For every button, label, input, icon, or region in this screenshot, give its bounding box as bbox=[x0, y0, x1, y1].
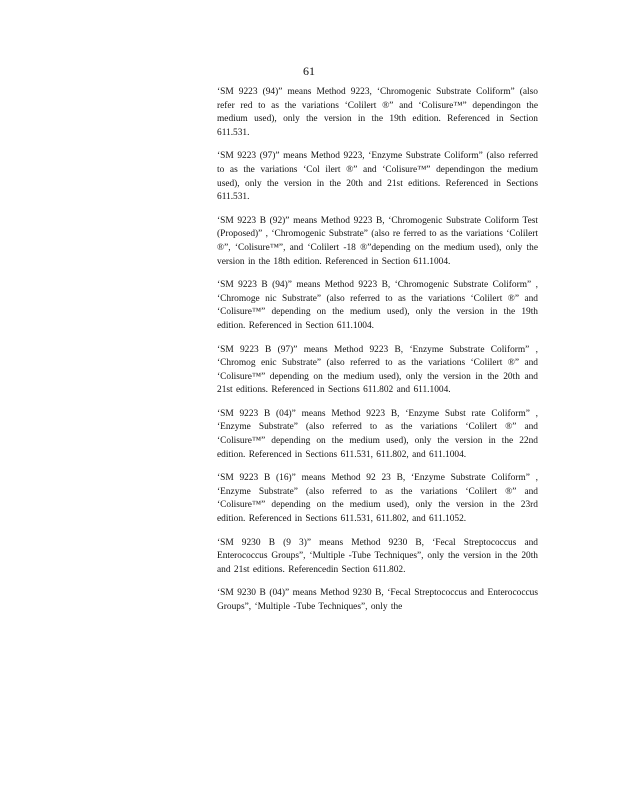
definition-paragraph: ‘SM 9223 (97)” means Method 9223, ‘Enzyme Substrate Coliform” (also referred to as the variations ‘Col ilert ®” and ‘Colisure™” dependingon the medium used), only the version in the 20th and 21st editions. Referenced in Sections 611.531. bbox=[217, 151, 538, 203]
definition-paragraph: ‘SM 9223 B (04)” means Method 9223 B, ‘Enzyme Subst rate Coliform” , ‘Enzyme Substrate” (also referred to as the variations ‘Colilert ®” and ‘Colisure™” depending on the medium used), only the version in the 22nd edition. Referenced in Sections 611.531, 611.802, and 611.1004. bbox=[217, 408, 538, 460]
definition-paragraph: ‘SM 9223 B (16)” means Method 92 23 B, ‘Enzyme Substrate Coliform” , ‘Enzyme Substrate” (also referred to as the variations ‘Colilert ®” and ‘Colisure™” depending on the medium used), only the version in the 23rd edition. Referenced in Sections 611.531, 611.802, and 611.1052. bbox=[217, 473, 538, 525]
definition-paragraph: ‘SM 9223 B (94)” means Method 9223 B, ‘Chromogenic Substrate Coliform” , ‘Chromoge nic Substrate” (also referred to as the variations ‘Colilert ®” and ‘Colisure™” depending on the medium used), only the version in the 19th edition. Referenced in Section 611.1004. bbox=[217, 280, 538, 331]
document-body bbox=[217, 86, 538, 615]
page-number: 61 bbox=[303, 64, 315, 78]
definition-paragraph: ‘SM 9223 B (92)” means Method 9223 B, ‘Chromogenic Substrate Coliform Test (Proposed)” , ‘Chromogenic Substrate” (also re ferred to as the variations ‘Colilert ®”, ‘Colisure™”, and ‘Colilert -18 ®”depending on the medium used), only the version in the 18th edition. Referenced in Section 611.1004. bbox=[217, 215, 538, 267]
definition-paragraph: ‘SM 9223 (94)” means Method 9223, ‘Chromogenic Substrate Coliform” (also refer red to as the variations ‘Colilert ®” and ‘Colisure™” dependingon the medium used), only the version in the 19th edition. Referenced in Section 611.531. bbox=[217, 87, 538, 138]
definition-paragraph: ‘SM 9230 B (9 3)” means Method 9230 B, ‘Fecal Streptococcus and Enterococcus Groups”, ‘Multiple -Tube Techniques”, only the version in the 20th and 21st editions. Referencedin Section 611.802. bbox=[217, 537, 538, 575]
definition-paragraph: ‘SM 9223 B (97)” means Method 9223 B, ‘Enzyme Substrate Coliform” , ‘Chromog enic Substrate” (also referred to as the variations ‘Colilert ®” and ‘Colisure™” depending on the medium used), only the version in the 20th and 21st editions. Referenced in Sections 611.802 and 611.1004. bbox=[217, 344, 538, 396]
definition-paragraph: ‘SM 9230 B (04)” means Method 9230 B, ‘Fecal Streptococcus and Enterococcus Groups”, ‘Multiple -Tube Techniques”, only the bbox=[217, 588, 538, 612]
